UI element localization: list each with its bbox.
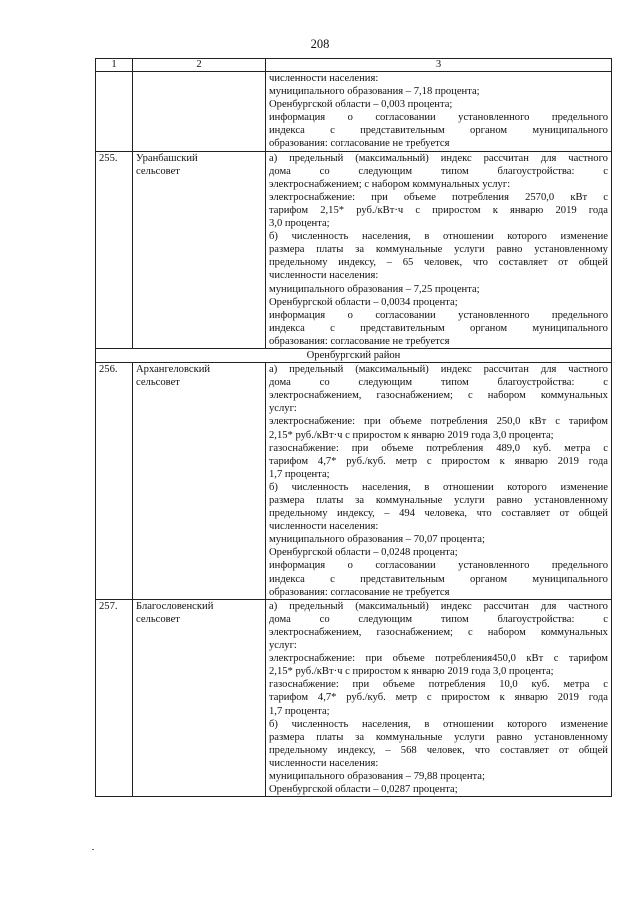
description-line: а) предельный (максимальный) индекс рассчитан для частного (269, 364, 608, 376)
description-line: 1,7 процента; (269, 705, 330, 717)
description-line: размера платы за коммунальные услуги равно установленному (269, 731, 608, 743)
description-line: образования: согласование не требуется (269, 138, 450, 150)
description-line: Оренбургской области – 0,003 процента; (269, 99, 453, 111)
column-header-3: 3 (266, 59, 612, 72)
description-line: электроснабжение: при объеме потребления450,0 кВт с тарифом (269, 653, 608, 665)
description-line: дома со следующим типом благоустройства: с (269, 613, 608, 625)
description-line: тарифом 4,7* руб./куб. метр с приростом к январю 2019 года (269, 455, 608, 467)
district-name: Оренбургский район (96, 348, 612, 362)
description-line: предельному индексу, – 568 человек, что составляет от общей (269, 744, 608, 756)
description-line: б) численность населения, в отношении которого изменение (269, 231, 608, 243)
description-line: предельному индексу, – 494 человека, что составляет от общей (269, 508, 608, 520)
index-description (266, 599, 612, 796)
description-line: тарифом 2,15* руб./кВт·ч с приростом к январю 2019 года (269, 204, 608, 216)
table-body (96, 59, 612, 797)
scan-mark (92, 849, 94, 850)
municipality-name (133, 151, 266, 348)
description-line: услуг: (269, 640, 297, 652)
table-row (96, 151, 612, 348)
description-line: образования: согласование не требуется (269, 335, 450, 347)
description-line: газоснабжение: при объеме потребления 489,0 куб. метра с (269, 442, 608, 454)
index-description (266, 363, 612, 600)
municipality-name-line: сельсовет (136, 165, 180, 177)
row-number: 257. (96, 599, 133, 796)
row-number: 255. (96, 151, 133, 348)
municipality-name (133, 363, 266, 600)
table-row (96, 363, 612, 600)
description-line: 2,15* руб./кВт·ч с приростом к январю 2019 года 3,0 процента; (269, 429, 554, 441)
description-line: Оренбургской области – 0,0034 процента; (269, 296, 458, 308)
municipality-name (133, 599, 266, 796)
description-line: индекса с представительным органом муниципального (269, 322, 608, 334)
column-header-1: 1 (96, 59, 133, 72)
index-description (266, 151, 612, 348)
description-line: 1,7 процента; (269, 468, 330, 480)
description-line: муниципального образования – 7,18 процента; (269, 86, 480, 98)
table-row (96, 72, 612, 152)
description-line: б) численность населения, в отношении которого изменение (269, 718, 608, 730)
description-line: индекса с представительным органом муниципального (269, 573, 608, 585)
row-number: 256. (96, 363, 133, 600)
municipality-name-line: сельсовет (136, 613, 180, 625)
municipality-name-line: Благословенский (136, 600, 214, 612)
description-line: информация о согласовании установленного предельного (269, 309, 608, 321)
description-line: 2,15* руб./кВт·ч с приростом к январю 2019 года 3,0 процента; (269, 666, 554, 678)
description-line: размера платы за коммунальные услуги равно установленному (269, 244, 608, 256)
description-line: предельному индексу, – 65 человек, что составляет от общей (269, 257, 608, 269)
description-line: индекса с представительным органом муниципального (269, 125, 608, 137)
description-line: размера платы за коммунальные услуги равно установленному (269, 495, 608, 506)
description-line: информация о согласовании установленного предельного (269, 560, 608, 572)
description-line: Оренбургской области – 0,0287 процента; (269, 784, 458, 796)
description-line: численности населения: (269, 757, 379, 769)
description-line: газоснабжение: при объеме потребления 10,0 куб. метра с (269, 679, 608, 691)
row-number (96, 72, 133, 152)
index-description (266, 72, 612, 152)
description-line: дома со следующим типом благоустройства: с (269, 165, 608, 177)
description-line: услуг: (269, 403, 297, 415)
description-line: 3,0 процента; (269, 218, 330, 230)
description-line: дома со следующим типом благоустройства: с (269, 377, 608, 389)
description-line: а) предельный (максимальный) индекс рассчитан для частного (269, 152, 608, 164)
table-header-row (96, 59, 612, 72)
description-line: муниципального образования – 79,88 процента; (269, 770, 485, 782)
description-line: муниципального образования – 7,25 процента; (269, 283, 480, 295)
description-line: численности населения: (269, 73, 379, 84)
district-row (96, 348, 612, 362)
municipality-name-line: сельсовет (136, 377, 180, 389)
description-line: электроснабжением, газоснабжением; с набором коммунальных (269, 390, 608, 402)
municipality-name (133, 72, 266, 152)
description-line: б) численность населения, в отношении которого изменение (269, 481, 608, 493)
description-line: образования: согласование не требуется (269, 586, 450, 598)
description-line: численности населения: (269, 270, 379, 282)
description-line: численности населения: (269, 521, 379, 533)
municipality-name-line: Уранбашский (136, 152, 198, 164)
description-line: электроснабжением, газоснабжением; с набором коммунальных (269, 626, 608, 638)
description-line: электроснабжением; с набором коммунальных услуг: (269, 178, 511, 190)
description-line: Оренбургской области – 0,0248 процента; (269, 547, 458, 559)
column-header-2: 2 (133, 59, 266, 72)
municipality-name-line: Архангеловский (136, 364, 211, 376)
description-line: информация о согласовании установленного предельного (269, 112, 608, 124)
table-row (96, 599, 612, 796)
page-number: 208 (310, 37, 330, 51)
description-line: электроснабжение: при объеме потребления 250,0 кВт с тарифом (269, 416, 608, 428)
description-line: муниципального образования – 70,07 процента; (269, 534, 485, 546)
description-line: а) предельный (максимальный) индекс рассчитан для частного (269, 600, 608, 612)
description-line: тарифом 4,7* руб./куб. метр с приростом к январю 2019 года (269, 692, 608, 704)
tariff-index-table (95, 58, 612, 797)
description-line: электроснабжение: при объеме потребления 2570,0 кВт с (269, 191, 608, 203)
